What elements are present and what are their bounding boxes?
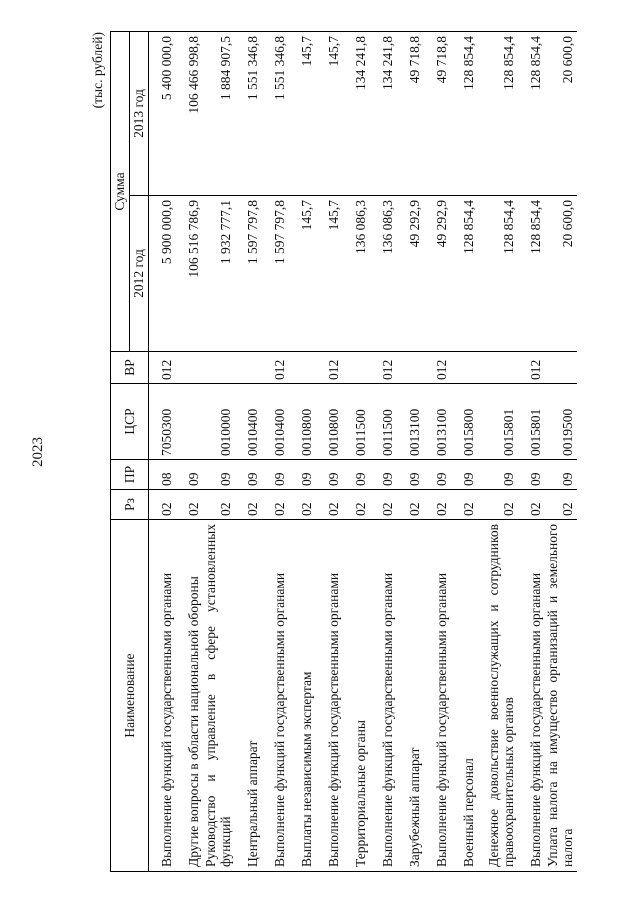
units-note: (тыс. рублей) (90, 32, 105, 109)
table-row (149, 31, 177, 871)
cell-vr (397, 352, 424, 384)
table-row (424, 31, 451, 871)
cell-vr (176, 352, 203, 384)
cell-vr (289, 352, 316, 384)
table-row (545, 31, 577, 871)
cell-name: Выполнение функций государственными органами (518, 520, 545, 872)
cell-2013: 128 854,4 (451, 31, 478, 195)
cell-2012: 1 597 797,8 (262, 196, 289, 352)
table-row (518, 31, 545, 871)
header-row (111, 31, 130, 871)
cell-csr: 7050300 (149, 384, 177, 460)
cell-2012: 128 854,4 (518, 196, 545, 352)
cell-rz: 02 (203, 490, 235, 520)
header-year-2012: 2012 год (130, 196, 149, 352)
cell-name: Уплата налога на имущество организаций и земельного налога (545, 520, 577, 872)
cell-vr: 012 (370, 352, 397, 384)
table-row (235, 31, 262, 871)
cell-csr: 0015800 (451, 384, 478, 460)
table-row (478, 31, 518, 871)
table-row (176, 31, 203, 871)
table-row (370, 31, 397, 871)
cell-pr: 09 (451, 460, 478, 490)
cell-2012: 49 292,9 (424, 196, 451, 352)
cell-2013: 145,7 (289, 31, 316, 195)
cell-2013: 134 241,8 (343, 31, 370, 195)
cell-vr (545, 352, 577, 384)
header-sum: Сумма (111, 31, 130, 351)
cell-name: Руководство и управление в сфере установленных функций (203, 520, 235, 872)
header-pr: ПР (111, 460, 149, 490)
cell-vr: 012 (316, 352, 343, 384)
cell-csr: 0011500 (343, 384, 370, 460)
cell-2012: 128 854,4 (478, 196, 518, 352)
cell-name: Выполнение функций государственными органами (370, 520, 397, 872)
cell-vr: 012 (149, 352, 177, 384)
cell-pr: 09 (397, 460, 424, 490)
cell-2012: 106 516 786,9 (176, 196, 203, 352)
rotated-table-page (90, 32, 630, 872)
cell-rz: 02 (518, 490, 545, 520)
cell-pr: 09 (289, 460, 316, 490)
cell-csr (176, 384, 203, 460)
cell-csr: 0011500 (370, 384, 397, 460)
cell-2013: 49 718,8 (424, 31, 451, 195)
cell-vr (451, 352, 478, 384)
table-body (149, 31, 578, 871)
cell-rz: 02 (370, 490, 397, 520)
cell-2013: 1 884 907,5 (203, 31, 235, 195)
cell-csr: 0010400 (262, 384, 289, 460)
cell-pr: 09 (370, 460, 397, 490)
table-row (289, 31, 316, 871)
cell-rz: 02 (316, 490, 343, 520)
cell-2013: 128 854,4 (518, 31, 545, 195)
header-csr: ЦСР (111, 384, 149, 460)
table-row (343, 31, 370, 871)
cell-csr: 0019500 (545, 384, 577, 460)
cell-vr: 012 (262, 352, 289, 384)
table-row (397, 31, 424, 871)
cell-2012: 1 932 777,1 (203, 196, 235, 352)
cell-vr (235, 352, 262, 384)
cell-name: Выполнение функций государственными органами (149, 520, 177, 872)
cell-2012: 1 597 797,8 (235, 196, 262, 352)
table-row (451, 31, 478, 871)
cell-rz: 02 (451, 490, 478, 520)
cell-2012: 136 086,3 (343, 196, 370, 352)
cell-2013: 106 466 998,8 (176, 31, 203, 195)
cell-pr: 09 (478, 460, 518, 490)
cell-name: Центральный аппарат (235, 520, 262, 872)
cell-csr: 0010000 (203, 384, 235, 460)
budget-table (110, 31, 577, 872)
cell-name: Выплаты независимым экспертам (289, 520, 316, 872)
cell-2012: 5 900 000,0 (149, 196, 177, 352)
cell-pr: 09 (203, 460, 235, 490)
cell-csr: 0013100 (424, 384, 451, 460)
cell-pr: 09 (424, 460, 451, 490)
cell-csr: 0015801 (478, 384, 518, 460)
cell-name: Территориальные органы (343, 520, 370, 872)
cell-2013: 49 718,8 (397, 31, 424, 195)
cell-rz: 02 (343, 490, 370, 520)
cell-name: Выполнение функций государственными органами (316, 520, 343, 872)
cell-2012: 145,7 (316, 196, 343, 352)
cell-2013: 134 241,8 (370, 31, 397, 195)
cell-rz: 02 (149, 490, 177, 520)
cell-name: Выполнение функций государственными органами (262, 520, 289, 872)
cell-2012: 128 854,4 (451, 196, 478, 352)
cell-2012: 49 292,9 (397, 196, 424, 352)
cell-2013: 145,7 (316, 31, 343, 195)
cell-vr: 012 (518, 352, 545, 384)
cell-csr: 0013100 (397, 384, 424, 460)
cell-pr: 08 (149, 460, 177, 490)
cell-vr (343, 352, 370, 384)
cell-2013: 5 400 000,0 (149, 31, 177, 195)
header-rz: Рз (111, 490, 149, 520)
cell-2013: 1 551 346,8 (235, 31, 262, 195)
cell-name: Военный персонал (451, 520, 478, 872)
header-name: Наименование (111, 520, 149, 872)
cell-csr: 0015801 (518, 384, 545, 460)
header-year-2013: 2013 год (130, 31, 149, 195)
cell-name: Зарубежный аппарат (397, 520, 424, 872)
table-row (316, 31, 343, 871)
table-row (203, 31, 235, 871)
cell-pr: 09 (545, 460, 577, 490)
cell-pr: 09 (316, 460, 343, 490)
cell-vr: 012 (424, 352, 451, 384)
cell-rz: 02 (545, 490, 577, 520)
page-number: 2023 (30, 437, 46, 467)
cell-name: Денежное довольствие военнослужащих и сотрудников правоохранительных органов (478, 520, 518, 872)
table-row (262, 31, 289, 871)
cell-vr (478, 352, 518, 384)
cell-2012: 136 086,3 (370, 196, 397, 352)
cell-2012: 20 600,0 (545, 196, 577, 352)
cell-pr: 09 (176, 460, 203, 490)
cell-rz: 02 (289, 490, 316, 520)
cell-name: Выполнение функций государственными органами (424, 520, 451, 872)
cell-rz: 02 (235, 490, 262, 520)
cell-2013: 128 854,4 (478, 31, 518, 195)
header-vr: ВР (111, 352, 149, 384)
cell-vr (203, 352, 235, 384)
cell-pr: 09 (518, 460, 545, 490)
cell-2013: 1 551 346,8 (262, 31, 289, 195)
cell-csr: 0010800 (289, 384, 316, 460)
cell-rz: 02 (262, 490, 289, 520)
cell-csr: 0010800 (316, 384, 343, 460)
cell-csr: 0010400 (235, 384, 262, 460)
cell-pr: 09 (343, 460, 370, 490)
cell-rz: 02 (478, 490, 518, 520)
cell-rz: 02 (397, 490, 424, 520)
cell-rz: 02 (176, 490, 203, 520)
cell-pr: 09 (235, 460, 262, 490)
cell-rz: 02 (424, 490, 451, 520)
cell-2013: 20 600,0 (545, 31, 577, 195)
cell-name: Другие вопросы в области национальной обороны (176, 520, 203, 872)
cell-2012: 145,7 (289, 196, 316, 352)
cell-pr: 09 (262, 460, 289, 490)
